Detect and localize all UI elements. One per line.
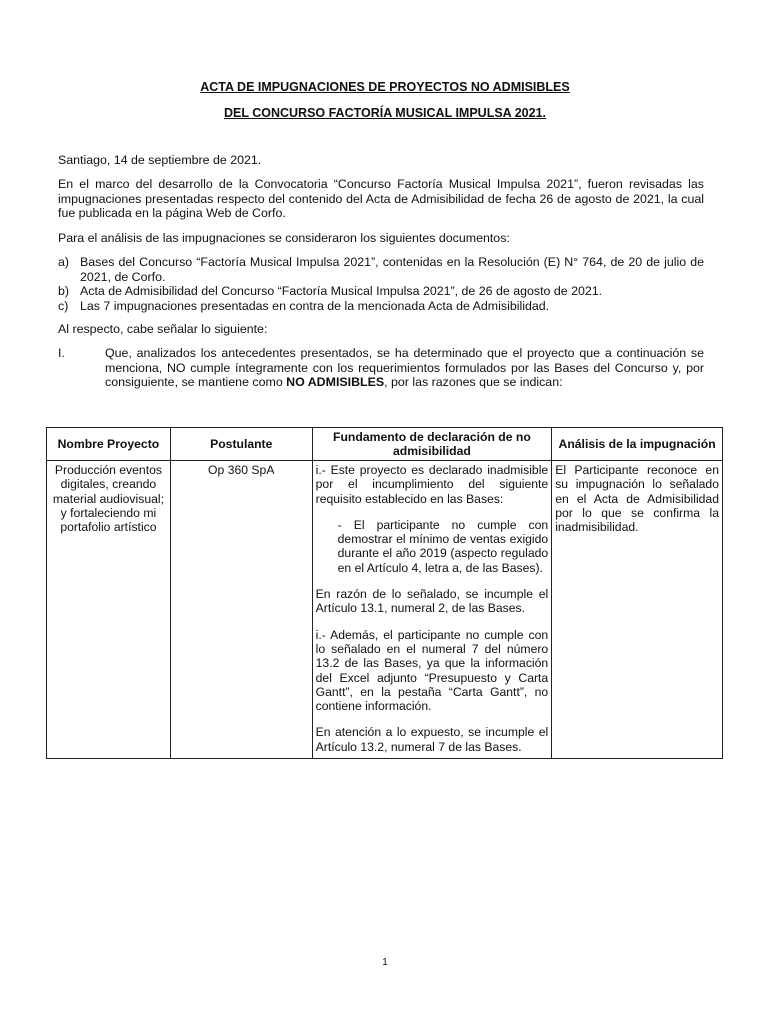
header-basis: Fundamento de declaración de no admisibilidad — [312, 428, 552, 461]
basis-paragraph: i.- Este proyecto es declarado inadmisible por el incumplimiento del siguiente requisito establecido en las Bases: — [315, 463, 549, 506]
table-row — [47, 461, 723, 759]
section-text — [105, 346, 704, 390]
section-number: I. — [58, 346, 65, 360]
basis-paragraph: En razón de lo señalado, se incumple el Artículo 13.1, numeral 2, de las Bases. — [315, 587, 549, 616]
intro-paragraph: En el marco del desarrollo de la Convocatoria “Concurso Factoría Musical Impulsa 2021”, fueron revisadas las impugnaciones presentadas respecto del contenido del Acta de Admisibilidad de fecha 26 de agosto de 2021, la cual fue publicada en la página Web de Corfo. — [58, 177, 704, 221]
list-marker: a) — [58, 255, 70, 269]
list-item-text: Bases del Concurso “Factoría Musical Impulsa 2021”, contenidas en la Resolución (E) N° 764, de 20 de julio de 2021, de Corfo. — [80, 255, 704, 284]
date-line: Santiago, 14 de septiembre de 2021. — [58, 153, 262, 167]
cell-project-name: Producción eventos digitales, creando material audiovisual; y fortaleciendo mi portafolio artístico — [47, 461, 171, 759]
cell-analysis: El Participante reconoce en su impugnación lo señalado en el Acta de Admisibilidad por lo que se confirma la inadmisibilidad. — [552, 461, 723, 759]
section-one — [58, 346, 704, 390]
cell-basis — [312, 461, 552, 759]
cell-applicant: Op 360 SpA — [170, 461, 312, 759]
list-item — [58, 255, 704, 284]
list-item-text: Las 7 impugnaciones presentadas en contra de la mencionada Acta de Admisibilidad. — [80, 298, 550, 313]
list-marker: c) — [58, 298, 69, 313]
list-item — [58, 284, 704, 299]
list-item-text: Acta de Admisibilidad del Concurso “Factoría Musical Impulsa 2021”, de 26 de agosto de 2021. — [80, 284, 603, 299]
page-number: 1 — [382, 957, 388, 968]
basis-paragraph: - El participante no cumple con demostrar el mínimo de ventas exigido durante el año 2019 (aspecto regulado en el Artículo 4, letra a, de las Bases). — [337, 517, 549, 575]
list-item — [58, 299, 704, 314]
respect-paragraph: Al respecto, cabe señalar lo siguiente: — [58, 322, 268, 336]
list-marker: b) — [58, 284, 70, 299]
table-header-row — [47, 428, 723, 461]
basis-paragraph: En atención a lo expuesto, se incumple el Artículo 13.2, numeral 7 de las Bases. — [315, 725, 549, 754]
document-title-line-1: ACTA DE IMPUGNACIONES DE PROYECTOS NO ADMISIBLES — [200, 80, 570, 94]
basis-paragraph: i.- Además, el participante no cumple con lo señalado en el numeral 7 del número 13.2 de las Bases, ya que la información del Excel adjunto “Presupuesto y Carta Gantt”, en la pestaña “Carta Gantt”, no contiene información. — [315, 627, 549, 714]
section-text-start: Que, analizados los antecedentes presentados, se ha determinado que el proyecto que a continuación se menciona, NO cumple íntegramente con los requerimientos formulados por las Bases del Concurso y, por consiguiente, se mantiene como — [105, 346, 704, 390]
documents-list — [58, 255, 704, 313]
header-applicant: Postulante — [170, 428, 312, 461]
header-analysis: Análisis de la impugnación — [552, 428, 723, 461]
document-title-line-2: DEL CONCURSO FACTORÍA MUSICAL IMPULSA 2021. — [223, 106, 547, 120]
header-project-name: Nombre Proyecto — [47, 428, 171, 461]
impugnation-table — [46, 427, 723, 759]
section-text-bold: NO ADMISIBLES — [286, 375, 385, 390]
documents-intro: Para el análisis de las impugnaciones se consideraron los siguientes documentos: — [58, 231, 510, 245]
section-text-end: , por las razones que se indican: — [384, 375, 563, 390]
